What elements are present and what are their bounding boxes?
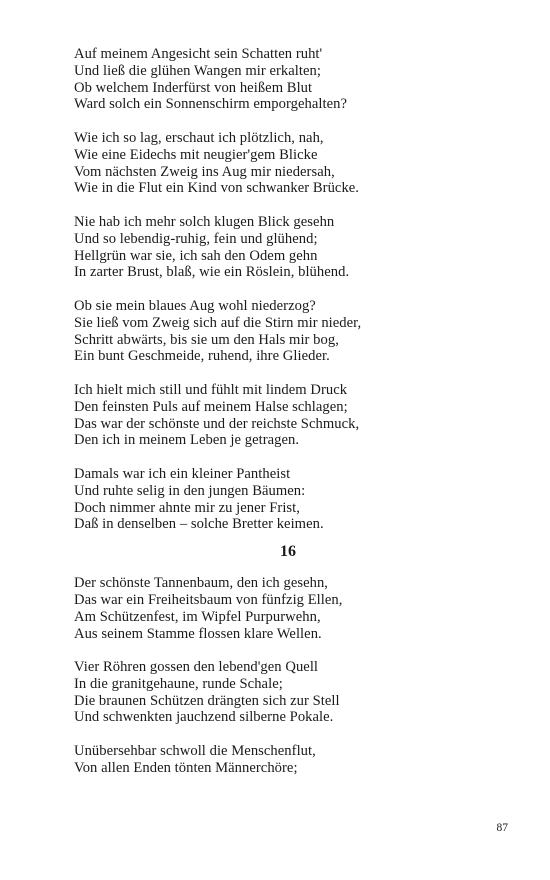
verse-line: Die braunen Schützen drängten sich zur Stell [74, 692, 340, 709]
verse-line: Vom nächsten Zweig ins Aug mir niedersah, [74, 163, 335, 180]
stanza [74, 743, 494, 777]
verse-line: Ob welchem Inderfürst von heißem Blut [74, 79, 313, 96]
verse-line: In zarter Brust, blaß, wie ein Röslein, blühend. [74, 264, 350, 281]
section-number: 16 [280, 543, 296, 561]
stanza [74, 130, 494, 197]
verse-line: Daß in denselben – solche Bretter keimen. [74, 516, 324, 533]
verse-line: Und so lebendig-ruhig, fein und glühend; [74, 230, 318, 247]
verse-line: Unübersehbar schwoll die Menschenflut, [74, 743, 316, 760]
verse-line: Ward solch ein Sonnenschirm emporgehalten? [74, 96, 347, 113]
verse-line: Ein bunt Geschmeide, ruhend, ihre Glieder. [74, 348, 330, 365]
verse-line: Schritt abwärts, bis sie um den Hals mir bog, [74, 331, 339, 348]
stanza [74, 382, 494, 449]
stanza [74, 466, 494, 533]
poem-text [74, 46, 494, 777]
verse-line: Sie ließ vom Zweig sich auf die Stirn mir nieder, [74, 314, 362, 331]
verse-line: Der schönste Tannenbaum, den ich gesehn, [74, 575, 328, 592]
verse-line: Damals war ich ein kleiner Pantheist [74, 465, 291, 482]
page-number: 87 [496, 822, 508, 834]
stanza [74, 575, 494, 642]
verse-line: Nie hab ich mehr solch klugen Blick gesehn [74, 213, 335, 230]
stanza [74, 214, 494, 281]
verse-line: Hellgrün war sie, ich sah den Odem gehn [74, 247, 318, 264]
verse-line: Ich hielt mich still und fühlt mit lindem Druck [74, 381, 348, 398]
verse-line: Den feinsten Puls auf meinem Halse schlagen; [74, 398, 348, 415]
verse-line: Den ich in meinem Leben je getragen. [74, 432, 300, 449]
verse-line: Und schwenkten jauchzend silberne Pokale. [74, 709, 334, 726]
verse-line: Aus seinem Stamme flossen klare Wellen. [74, 625, 322, 642]
verse-line: Wie ich so lag, erschaut ich plötzlich, nah, [74, 129, 324, 146]
stanza [74, 659, 494, 726]
stanza [74, 46, 494, 113]
verse-line: Und ließ die glühen Wangen mir erkalten; [74, 62, 321, 79]
verse-line: Ob sie mein blaues Aug wohl niederzog? [74, 297, 316, 314]
verse-line: Wie eine Eidechs mit neugier'gem Blicke [74, 146, 318, 163]
verse-line: Doch nimmer ahnte mir zu jener Frist, [74, 499, 300, 516]
verse-line: In die granitgehaune, runde Schale; [74, 675, 283, 692]
verse-line: Das war der schönste und der reichste Schmuck, [74, 415, 360, 432]
verse-line: Von allen Enden tönten Männerchöre; [74, 759, 298, 776]
verse-line: Wie in die Flut ein Kind von schwanker Brücke. [74, 180, 360, 197]
verse-line: Und ruhte selig in den jungen Bäumen: [74, 482, 306, 499]
verse-line: Vier Röhren gossen den lebend'gen Quell [74, 659, 319, 676]
verse-line: Am Schützenfest, im Wipfel Purpurwehn, [74, 608, 321, 625]
verse-line: Das war ein Freiheitsbaum von fünfzig Ellen, [74, 591, 343, 608]
verse-line: Auf meinem Angesicht sein Schatten ruht' [74, 46, 323, 62]
stanza [74, 298, 494, 365]
